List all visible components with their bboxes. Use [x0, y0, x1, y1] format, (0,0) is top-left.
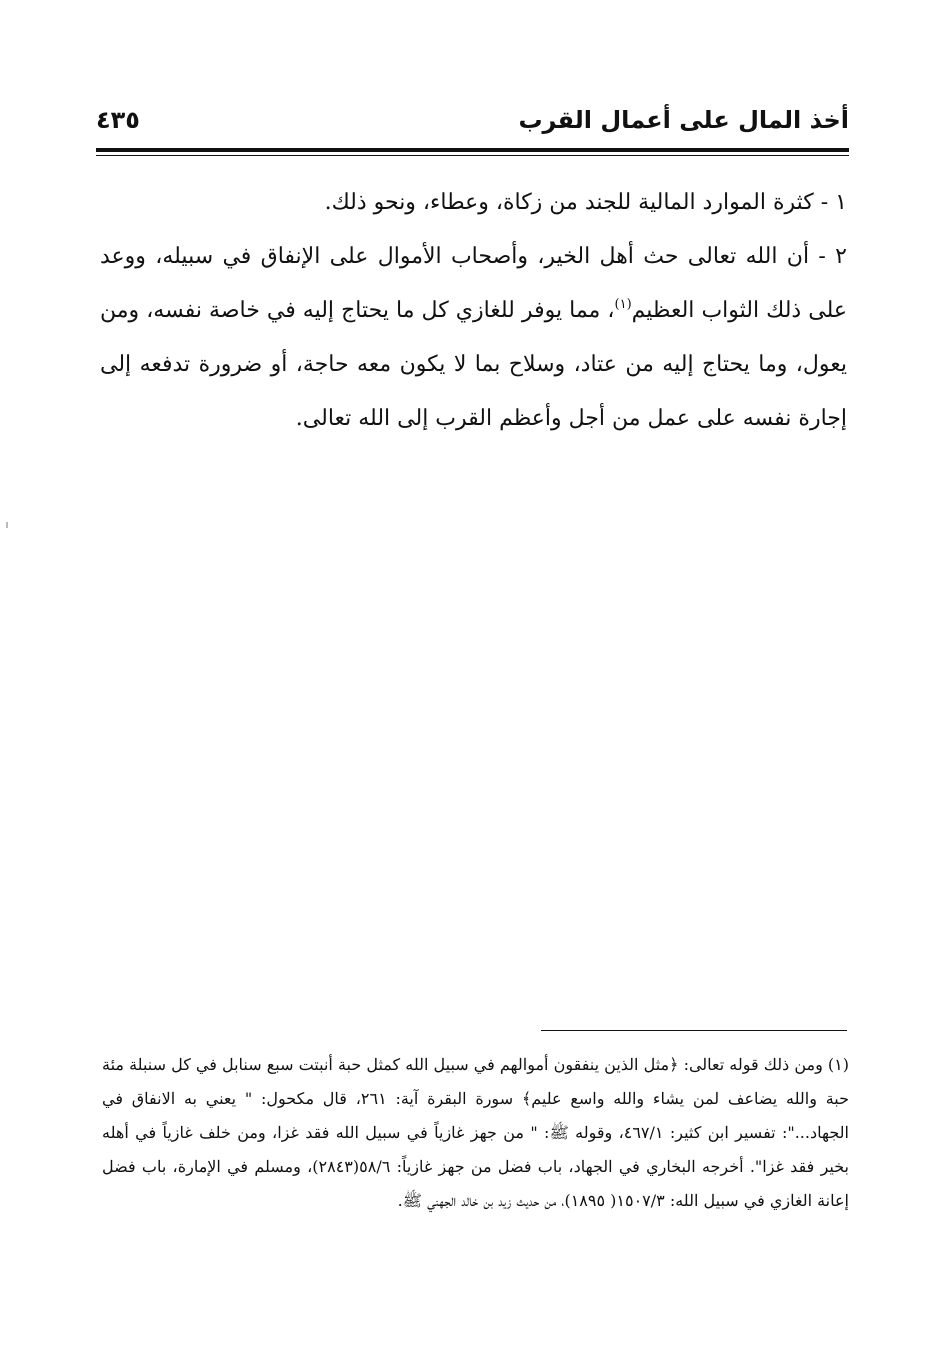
footnote-separator [541, 1030, 847, 1031]
footnote-reference: (١) [614, 297, 632, 312]
paragraph-item-1: ١ - كثرة الموارد المالية للجند من زكاة، وعطاء، ونحو ذلك. [324, 190, 847, 215]
scan-mark [6, 522, 8, 528]
footnote-1: (١) ومن ذلك قوله تعالى: ﴿مثل الذين ينفقون أموالهم في سبيل الله كمثل حبة أنبتت سبع سنابل في كل سنبلة مئة حبة والله يضاعف لمن يشاء والله واسع عليم﴾ سورة البقرة آية: ٢٦١، قال مكحول: " يعني به الانفاق في الجهاد...": تفسير ابن كثير: ٤٦٧/١، وقوله ﷺ: " من جهز غازياً في سبيل الله فقد غزا، ومن خلف غازياً في أهله بخير فقد غزا". أخرجه البخاري في الجهاد، باب فضل من جهز غازياً: ٥٨/٦(٢٨٤٣)، ومسلم في الإمارة، باب فضل إعانة الغازي في سبيل الله: ١٥٠٧/٣( ١٨٩٥)، من حديث زيد بن خالد الجهني ﷺ. [102, 1055, 850, 1210]
paragraph-item-2-part-1: ٢ - أن الله تعالى حث أهل الخير، وأصحاب الأموال على الإنفاق في سبيله، ووعد على ذلك الثواب العظيم [100, 244, 847, 323]
paragraph-item-2-part-2: ، مما يوفر للغازي كل ما يحتاج إليه في خاصة نفسه، ومن يعول، وما يحتاج إليه من عتاد، وسلاح بما لا يكون معه حاجة، أو ضرورة تدفعه إلى إجارة نفسه على عمل من أجل وأعظم القرب إلى الله تعالى. [100, 298, 847, 431]
footnotes [102, 1048, 849, 1218]
header-rule-thick [96, 148, 849, 152]
page-header [96, 100, 849, 140]
page-number: ٤٣٥ [96, 106, 140, 134]
header-rule-thin [96, 155, 849, 156]
running-title: أخذ المال على أعمال القرب [518, 106, 849, 134]
paragraph-item-2 [100, 230, 847, 446]
main-text [100, 176, 847, 446]
